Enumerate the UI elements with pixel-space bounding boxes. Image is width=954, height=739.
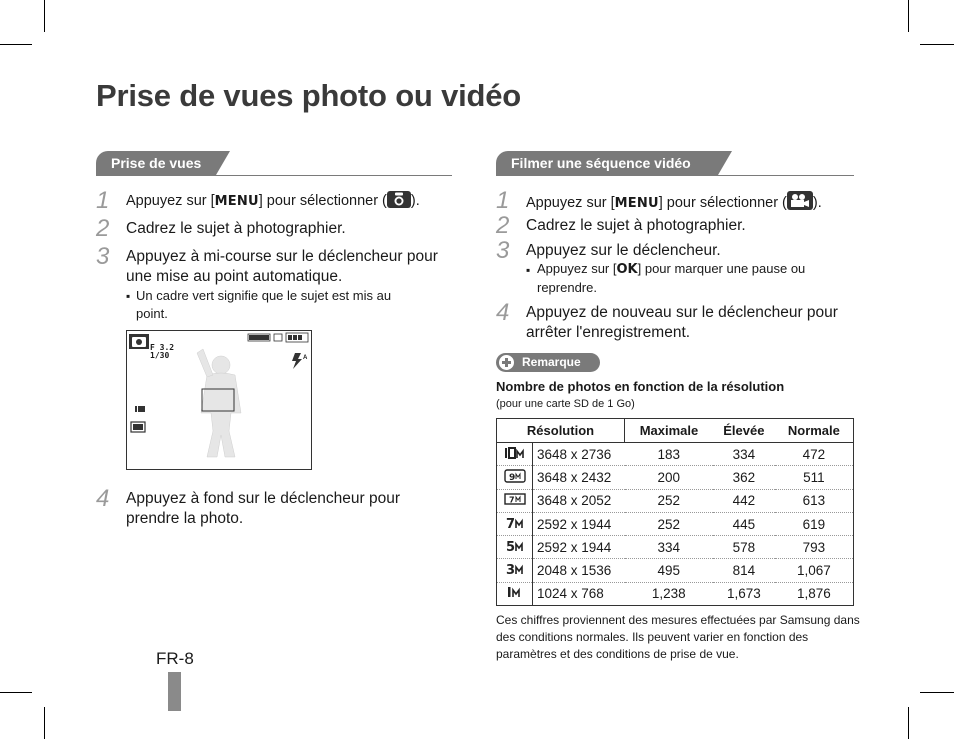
table-row [497, 443, 854, 466]
crop-mark [908, 707, 909, 739]
counter-display [248, 333, 308, 342]
svg-text:9: 9 [508, 472, 515, 483]
remark-label: Remarque [522, 355, 581, 369]
step-text: Appuyez sur [MENU] pour sélectionner ( ). [126, 191, 420, 214]
bullet-dot: ▪ [526, 263, 531, 277]
count-maximale: 183 [657, 446, 681, 462]
step-number: 3 [496, 237, 510, 264]
resolution-size-icon [497, 536, 533, 559]
resolution-size-icon [497, 443, 533, 466]
step-text: Appuyez à mi-course sur le déclencheur pour une mise au point automatique. [126, 248, 438, 285]
svg-text:5: 5 [505, 539, 515, 553]
resolution-value: 3648 x 2052 [533, 489, 625, 512]
svg-text:7: 7 [505, 516, 515, 530]
step-text: Appuyez sur [MENU] pour sélectionner ( ). [526, 191, 822, 216]
flash-mode: A [303, 355, 308, 361]
remark-badge [496, 353, 600, 372]
count-elevee: 1,673 [713, 582, 775, 605]
section-tab-video [496, 151, 718, 175]
count-normale: 793 [775, 536, 854, 559]
page-number: FR-8 [156, 649, 194, 668]
table-title: Nombre de photos en fonction de la résolution [496, 379, 785, 394]
count-elevee: 442 [713, 489, 775, 512]
step-number: 2 [496, 212, 510, 239]
crop-mark [920, 692, 954, 693]
resolution-value: 3648 x 2736 [537, 446, 612, 462]
table-subtitle: (pour une carte SD de 1 Go) [496, 398, 635, 410]
bullet-dot: ▪ [126, 289, 131, 303]
resolution-value: 2592 x 1944 [533, 512, 625, 535]
resolution-value: 2592 x 1944 [533, 536, 625, 559]
crop-mark [0, 44, 32, 45]
table-row [497, 466, 854, 489]
flash-icon [292, 353, 302, 369]
header-maximale: Maximale [625, 419, 714, 443]
count-maximale: 334 [625, 536, 714, 559]
header-resolution: Résolution [497, 419, 625, 443]
resolution-value: 1024 x 768 [533, 582, 625, 605]
count-maximale: 495 [625, 559, 714, 582]
resolution-size-icon [497, 559, 533, 582]
table-row [497, 559, 854, 582]
table-header-row [497, 419, 854, 443]
resolution-value: 2048 x 1536 [533, 559, 625, 582]
count-normale: 472 [802, 446, 826, 462]
step-text: Cadrez le sujet à photographier. [126, 220, 346, 237]
svg-text:7: 7 [508, 495, 515, 505]
step-text: Appuyez de nouveau sur le déclencheur pour arrêter l'enregistrement. [526, 304, 838, 341]
step-number: 1 [96, 187, 110, 214]
resolution-size-icon [497, 466, 533, 489]
header-normale: Normale [775, 419, 854, 443]
menu-key-label: MENU [214, 194, 259, 209]
table-row [497, 512, 854, 535]
aperture-value: F 3.2 [150, 343, 175, 352]
page-marker-bar [168, 672, 181, 711]
size-1m-icon [135, 406, 145, 412]
shutter-value: 1/30 [150, 351, 170, 360]
quality-icon [131, 422, 145, 432]
count-normale: 511 [775, 466, 854, 489]
crop-mark [44, 707, 45, 739]
crop-mark [920, 44, 954, 45]
step-text: Cadrez le sujet à photographier. [526, 217, 746, 234]
resolution-table [496, 418, 854, 606]
count-normale: 613 [775, 489, 854, 512]
count-normale: 619 [775, 512, 854, 535]
count-maximale: 200 [625, 466, 714, 489]
video-camera-icon [787, 191, 813, 216]
step-number: 1 [496, 187, 510, 214]
plus-icon [499, 355, 514, 370]
step-text: Appuyez sur le déclencheur. [526, 242, 721, 259]
step-number: 2 [96, 215, 110, 242]
camera-preview-screen [126, 330, 312, 470]
step-number: 4 [496, 299, 510, 326]
section-tab-label: Filmer une séquence vidéo [511, 155, 691, 171]
footnote: Ces chiffres proviennent des mesures effectuées par Samsung dans des conditions normales. Ils peuvent varier en fonction des paramètres et des conditions de prise de vue. [496, 613, 860, 661]
step-number: 3 [96, 243, 110, 270]
table-row [497, 536, 854, 559]
menu-key-label: MENU [614, 196, 659, 211]
count-normale: 1,876 [775, 582, 854, 605]
section-tab-prise-de-vues [96, 151, 216, 175]
resolution-size-icon [497, 582, 533, 605]
camera-mode-icon [129, 334, 149, 349]
step-text: Appuyez à fond sur le déclencheur pour prendre la photo. [126, 490, 401, 527]
resolution-value: 3648 x 2432 [533, 466, 625, 489]
resolution-size-icon [497, 512, 533, 535]
count-maximale: 1,238 [625, 582, 714, 605]
count-elevee: 362 [713, 466, 775, 489]
count-maximale: 252 [625, 489, 714, 512]
svg-text:3: 3 [505, 563, 515, 577]
count-elevee: 814 [713, 559, 775, 582]
count-elevee: 334 [732, 446, 756, 462]
crop-mark [908, 0, 909, 32]
count-normale: 1,067 [775, 559, 854, 582]
table-row [497, 582, 854, 605]
resolution-size-icon [497, 489, 533, 512]
header-elevee: Élevée [713, 419, 775, 443]
page-title: Prise de vues photo ou vidéo [96, 78, 522, 113]
crop-mark [44, 0, 45, 32]
ok-key-label: OK [616, 262, 638, 277]
count-elevee: 578 [713, 536, 775, 559]
bullet-text: Appuyez sur [OK] pour marquer une pause ou reprendre. [537, 261, 806, 295]
count-maximale: 252 [625, 512, 714, 535]
crop-mark [0, 692, 32, 693]
tab-underline [496, 175, 854, 176]
bullet-text: Un cadre vert signifie que le sujet est mis au point. [136, 288, 392, 321]
step-number: 4 [96, 485, 110, 512]
camera-icon [387, 191, 411, 214]
tab-underline [96, 175, 452, 176]
table-row [497, 489, 854, 512]
section-tab-label: Prise de vues [111, 155, 202, 171]
count-elevee: 445 [713, 512, 775, 535]
